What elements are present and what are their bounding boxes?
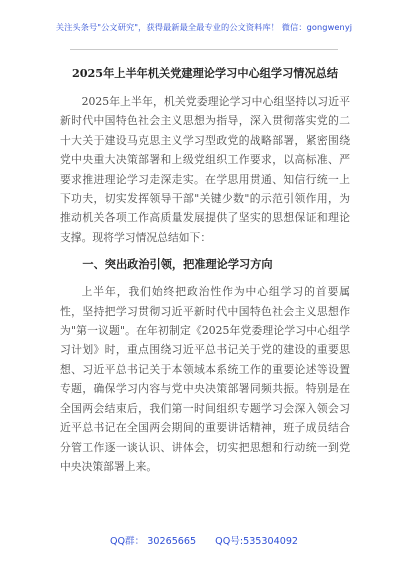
section-paragraph: 上半年，我们始终把政治性作为中心组学习的首要属性，坚持把学习贯彻习近平新时代中国特色社会主义思想作为"第一议题"。在年初制定《2025年党委理论学习中心组学习计划》时，重点围绕习近平总书记关于党的建设的重要思想、习近平总书记关于本领域本系统工作的重要论述等设置专题，确保学习内容与党中央决策部署同频共振。特别是在全国两会结束后，我们第一时间组织专题学习会深入领会习近平总书记在全国两会期间的重要讲话精神，班子成员结合分管工作逐一谈认识、讲体会，切实把思想和行动统一到党中央决策部署上来。 [60, 285, 350, 473]
footer-contact [0, 533, 408, 547]
section-heading: 一、突出政治引领，把准理论学习方向 [82, 257, 273, 272]
footer-qq-group: QQ群： 30265665 [109, 536, 197, 547]
document-body [60, 64, 350, 476]
header-divider [70, 49, 338, 50]
footer-qq-number: QQ号:535304092 [215, 536, 299, 547]
header-banner: 关注头条号"公文研究"，获得最新最全最专业的公文资料库！ 微信：gongwenyj [55, 22, 353, 32]
intro-paragraph: 2025年上半年，机关党委理论学习中心组坚持以习近平新时代中国特色社会主义思想为指导，深入贯彻落实党的二十大关于建设马克思主义学习型政党的战略部署，紧密围绕党中央重大决策部署和上级党组织工作要求，以高标准、严要求推进理论学习走深走实。在学思用贯通、知信行统一上下功夫，切实发挥领导干部"关键少数"的示范引领作用，为推动机关各项工作高质量发展提供了坚实的思想保证和理论支撑。现将学习情况总结如下： [60, 95, 350, 244]
document-title: 2025年上半年机关党建理论学习中心组学习情况总结 [71, 66, 339, 80]
